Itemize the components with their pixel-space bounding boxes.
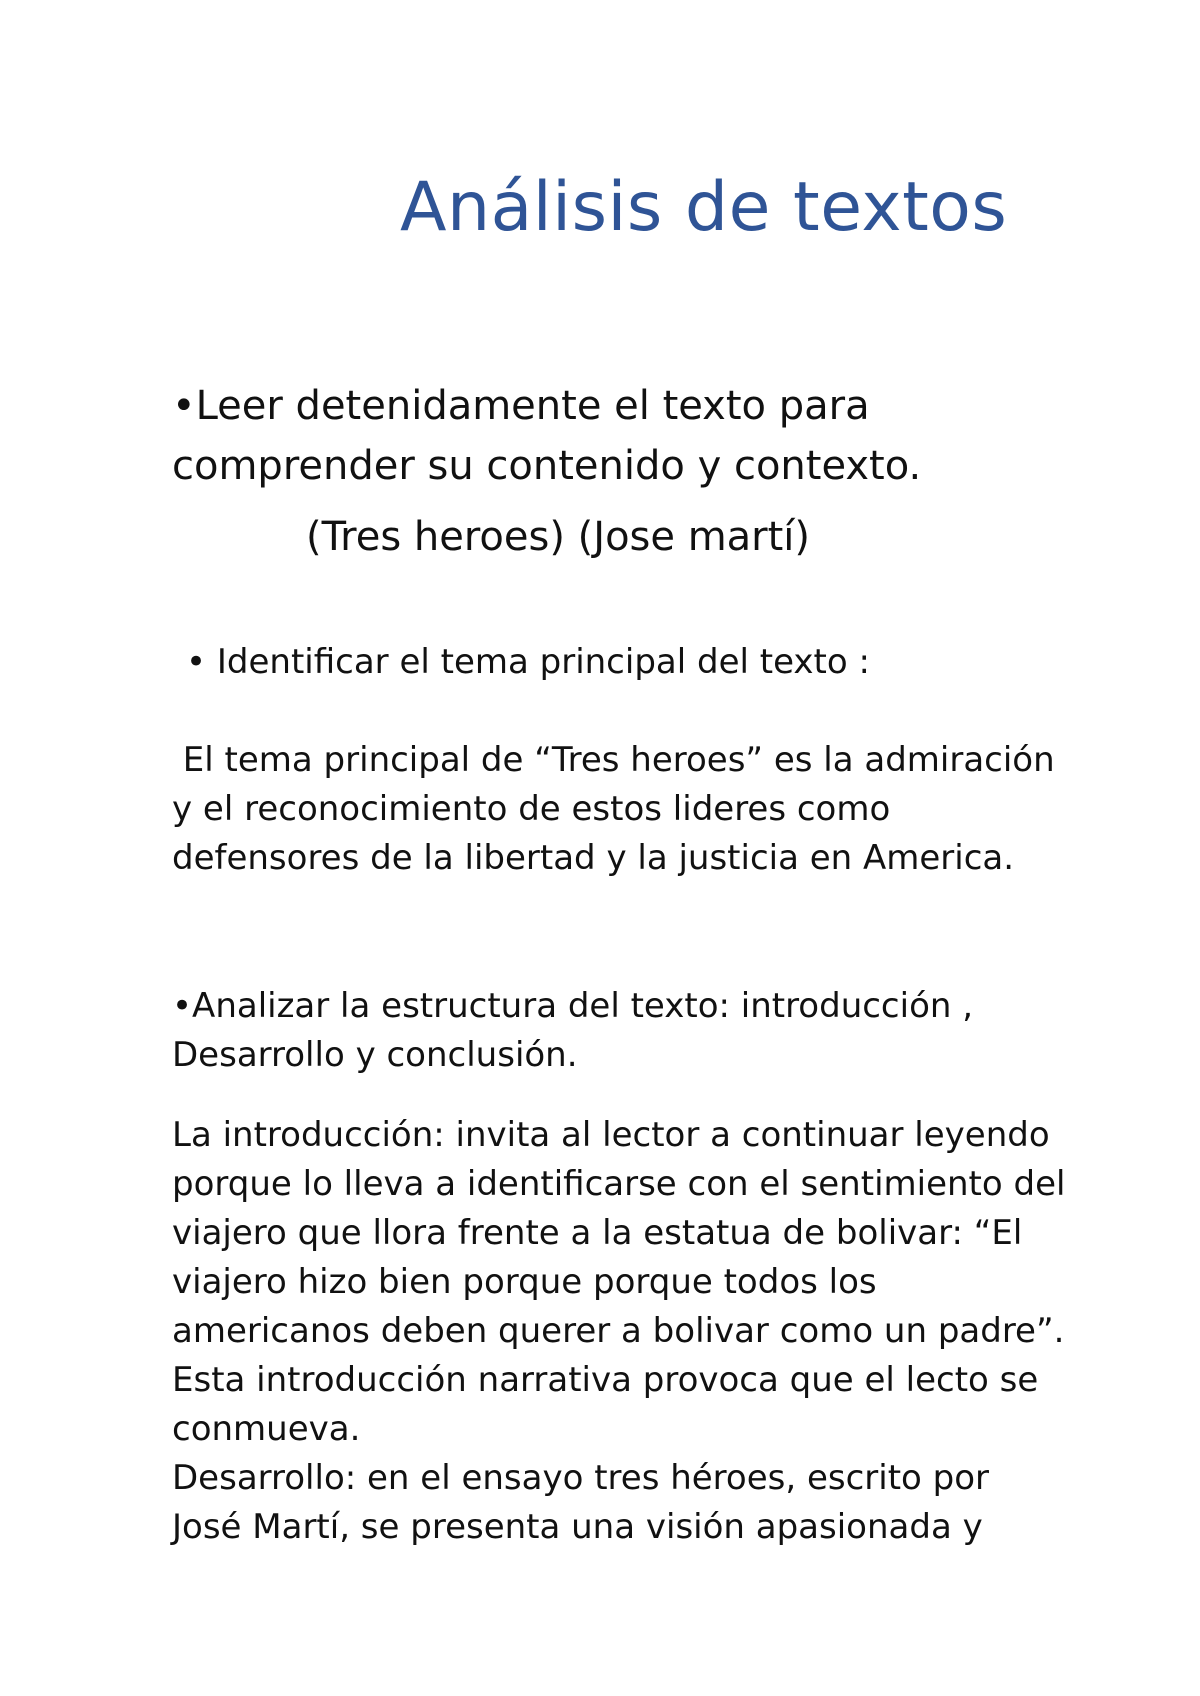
text-line: porque lo lleva a identificarse con el sentimiento del [172, 1164, 1066, 1204]
document-title: Análisis de textos [400, 168, 1008, 247]
text-line: Esta introducción narrativa provoca que el lecto se [172, 1360, 1039, 1400]
text-line: comprender su contenido y contexto. [172, 443, 922, 489]
text-line: El tema principal de “Tres heroes” es la admiración [172, 740, 1055, 780]
bullet-read-carefully [172, 376, 1052, 496]
paragraph-introduction [172, 1111, 1066, 1552]
text-line: defensores de la libertad y la justicia en America. [172, 838, 1015, 878]
text-line: conmueva. [172, 1409, 361, 1449]
text-line: viajero hizo bien porque porque todos los [172, 1262, 877, 1302]
text-line: •Analizar la estructura del texto: introducción , [172, 986, 974, 1026]
text-line: viajero que llora frente a la estatua de bolivar: “El [172, 1213, 1023, 1253]
text-line: •Leer detenidamente el texto para [172, 383, 870, 429]
text-line: americanos deben querer a bolivar como un padre”. [172, 1311, 1065, 1351]
text-line: La introducción: invita al lector a continuar leyendo [172, 1115, 1050, 1155]
text-line: José Martí, se presenta una visión apasionada y [172, 1507, 983, 1547]
text-line: y el reconocimiento de estos lideres como [172, 789, 891, 829]
bullet-identify-theme: • Identificar el tema principal del texto : [186, 642, 870, 682]
paragraph-main-theme [172, 736, 1055, 883]
text-line: Desarrollo: en el ensayo tres héroes, escrito por [172, 1458, 990, 1498]
text-line: Desarrollo y conclusión. [172, 1035, 578, 1075]
text-subtitle: (Tres heroes) (Jose martí) [306, 514, 811, 560]
bullet-analyze-structure [172, 982, 1052, 1080]
